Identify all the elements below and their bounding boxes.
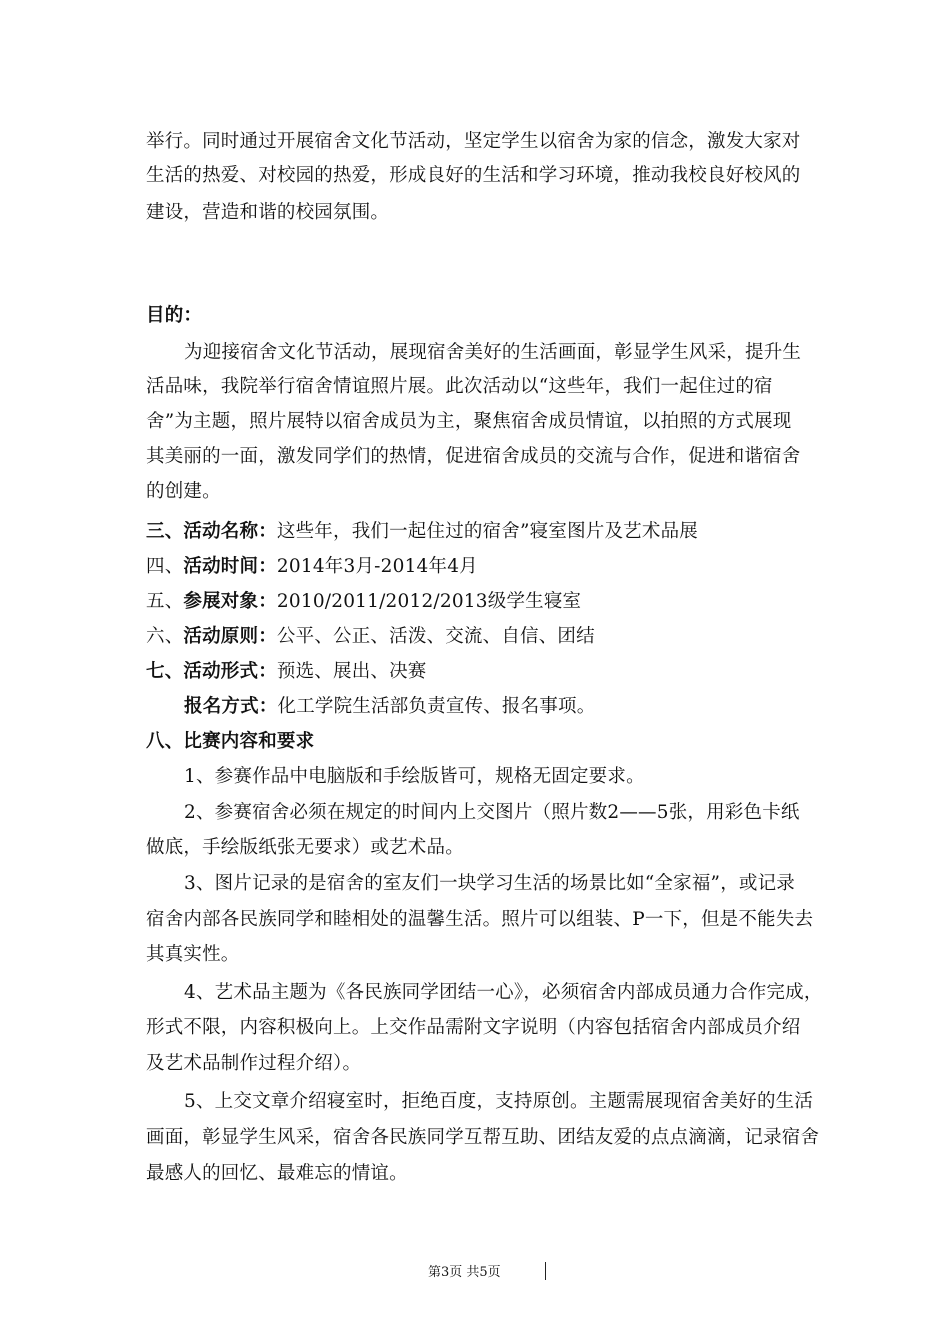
item-participants [146,588,816,616]
rule-line: 4、艺术品主题为《各民族同学团结一心》，必须宿舍内部成员通力合作完成， [184,982,823,1003]
intro-line: 建设，营造和谐的校园氛围。 [146,202,390,223]
item-principles [146,623,816,651]
item-value: 2010/2011/2012/2013级学生寝室 [276,591,582,612]
item-value: 化工学院生活部负责宣传、报名事项。 [277,696,596,717]
intro-line: 举行。同时通过开展宿舍文化节活动，坚定学生以宿舍为家的信念，激发大家对 [146,131,801,152]
item-label: 三、活动名称： [146,521,277,542]
item-prefix: 四、 [146,556,184,577]
rule-line: 及艺术品制作过程介绍）。 [146,1053,362,1074]
purpose-line: 为迎接宿舍文化节活动，展现宿舍美好的生活画面，彰显学生风采，提升生 [184,342,802,363]
rule-line: 最感人的回忆、最难忘的情谊。 [146,1163,408,1184]
intro-line: 生活的热爱、对校园的热爱，形成良好的生活和学习环境，推动我校良好校风的 [146,165,801,186]
purpose-line: 舍”为主题，照片展特以宿舍成员为主，聚焦宿舍成员情谊，以拍照的方式展现 [146,411,792,432]
item-prefix: 五、 [146,591,184,612]
rule-line: 做底，手绘版纸张无要求）或艺术品。 [146,837,464,858]
purpose-line: 的创建。 [146,481,221,502]
rule-line: 3、图片记录的是宿舍的室友们一块学习生活的场景比如“全家福”，或记录 [184,873,795,894]
item-label: 七、活动形式： [146,661,277,682]
item-value: 预选、展出、决赛 [276,661,427,682]
item-activity-form [146,658,816,686]
item-label: 参展对象： [183,591,277,612]
item-prefix: 六、 [146,626,184,647]
rule-line: 画面，彰显学生风采，宿舍各民族同学互帮互助、团结友爱的点点滴滴，记录宿舍 [146,1127,820,1148]
contest-heading: 八、比赛内容和要求 [146,731,315,752]
item-value: 这些年，我们一起住过的宿舍”寝室图片及艺术品展 [276,521,698,542]
item-signup-method [184,693,816,721]
rule-line: 宿舍内部各民族同学和睦相处的温馨生活。照片可以组装、P一下，但是不能失去 [146,909,814,930]
item-label: 活动原则： [183,626,277,647]
rule-line: 形式不限，内容积极向上。上交作品需附文字说明（内容包括宿舍内部成员介绍 [146,1017,801,1038]
purpose-heading: 目的： [146,305,203,326]
purpose-line: 其美丽的一面，激发同学们的热情，促进宿舍成员的交流与合作，促进和谐宿舍 [146,446,801,467]
footer-divider [545,1262,546,1280]
item-label: 报名方式： [184,696,278,717]
item-label: 活动时间： [183,556,277,577]
purpose-line: 活品味，我院举行宿舍情谊照片展。此次活动以“这些年，我们一起住过的宿 [146,376,773,397]
page-number: 第3页 共5页 [428,1265,501,1280]
item-value: 2014年3月-2014年4月 [276,556,478,577]
rule-line: 其真实性。 [146,944,240,965]
item-activity-time [146,553,816,581]
rule-line: 2、参赛宿舍必须在规定的时间内上交图片（照片数2——5张，用彩色卡纸 [184,802,800,823]
rule-line: 5、上交文章介绍寝室时，拒绝百度，支持原创。主题需展现宿舍美好的生活 [184,1091,814,1112]
item-value: 公平、公正、活泼、交流、自信、团结 [276,626,595,647]
rule-line: 1、参赛作品中电脑版和手绘版皆可，规格无固定要求。 [184,766,645,787]
item-activity-name [146,518,816,546]
